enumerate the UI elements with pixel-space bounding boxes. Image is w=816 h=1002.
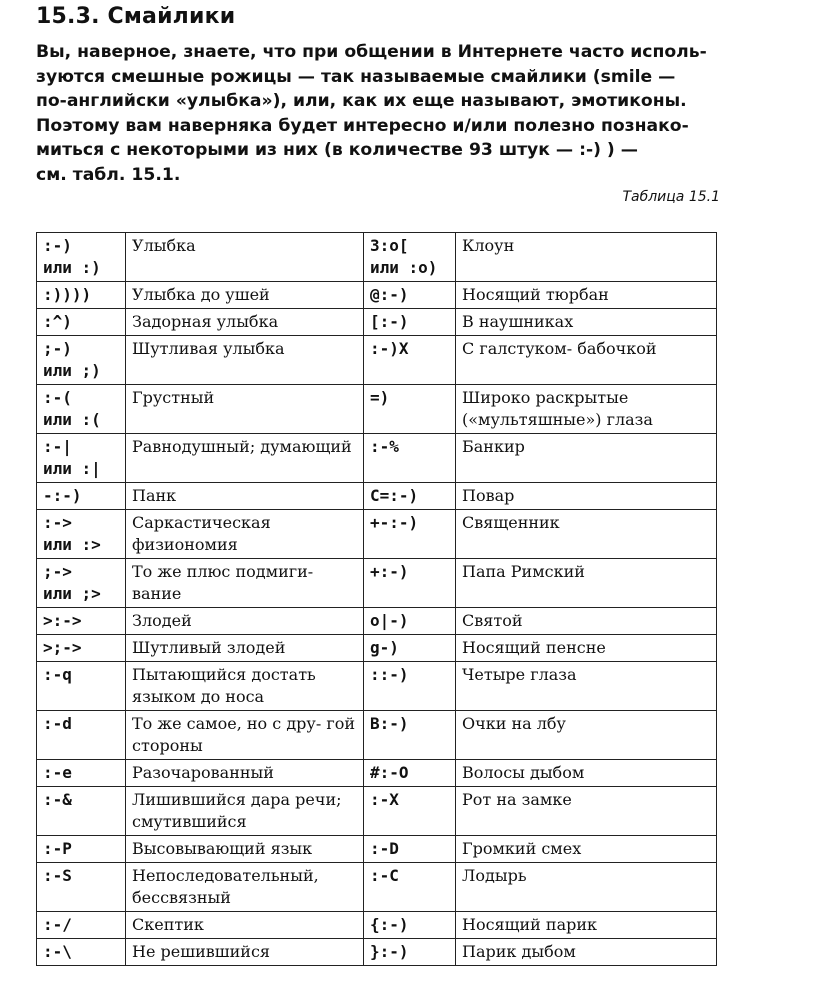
smiley-code-text: или :) xyxy=(43,258,101,277)
smiley-meaning-cell: То же плюс подмиги- вание xyxy=(126,559,364,608)
smiley-code-cell xyxy=(37,282,126,309)
smiley-code-text: {:-) xyxy=(370,915,409,934)
smiley-code-text: :^) xyxy=(43,312,72,331)
section-heading: 15.3. Смайлики xyxy=(36,4,236,29)
smiley-meaning-cell: Грустный xyxy=(126,385,364,434)
table-row xyxy=(37,233,717,282)
smiley-code-text: @:-) xyxy=(370,285,409,304)
smiley-code-cell xyxy=(364,309,456,336)
smiley-meaning-cell: Носящий пенсне xyxy=(456,635,717,662)
smiley-meaning-cell: Святой xyxy=(456,608,717,635)
smiley-code-text: :-P xyxy=(43,839,72,858)
smiley-meaning-cell: Рот на замке xyxy=(456,787,717,836)
smiley-meaning-cell: Лодырь xyxy=(456,863,717,912)
smiley-code-cell xyxy=(37,483,126,510)
table-row xyxy=(37,559,717,608)
table-row xyxy=(37,483,717,510)
table-row xyxy=(37,939,717,966)
smiley-code-cell xyxy=(364,510,456,559)
smiley-meaning-cell: Равнодушный; думающий xyxy=(126,434,364,483)
smiley-meaning-cell: Разочарованный xyxy=(126,760,364,787)
smiley-code-cell xyxy=(364,635,456,662)
smiley-meaning-cell: Широко раскрытые («мультяшные») глаза xyxy=(456,385,717,434)
smiley-meaning-cell: Лишившийся дара речи; смутившийся xyxy=(126,787,364,836)
smiley-code-text: o|-) xyxy=(370,611,409,630)
smiley-code-text: ::-) xyxy=(370,665,409,684)
smiley-code-text: g-) xyxy=(370,638,399,657)
table-row xyxy=(37,336,717,385)
table-caption: Таблица 15.1 xyxy=(622,189,720,205)
smiley-meaning-cell: Улыбка xyxy=(126,233,364,282)
table-row xyxy=(37,662,717,711)
smiley-code-cell xyxy=(364,787,456,836)
smiley-code-text: :-> xyxy=(43,513,72,532)
smiley-meaning-cell: С галстуком- бабочкой xyxy=(456,336,717,385)
table-row xyxy=(37,787,717,836)
smiley-code-cell xyxy=(364,662,456,711)
smiley-code-text: :)))) xyxy=(43,285,92,304)
table-row xyxy=(37,385,717,434)
smiley-code-text: 3:o[ xyxy=(370,236,409,255)
smiley-code-text: :-| xyxy=(43,437,72,456)
smiley-meaning-cell: Саркастическая физиономия xyxy=(126,510,364,559)
smiley-code-cell xyxy=(364,559,456,608)
smiley-code-cell xyxy=(37,608,126,635)
smiley-code-text: :-% xyxy=(370,437,399,456)
smiley-meaning-cell: Шутливая улыбка xyxy=(126,336,364,385)
smiley-code-text: C=:-) xyxy=(370,486,419,505)
smiley-code-cell xyxy=(37,385,126,434)
smiley-code-text: или :> xyxy=(43,535,101,554)
smiley-code-cell xyxy=(364,336,456,385)
table-row xyxy=(37,282,717,309)
smiley-code-text: :-d xyxy=(43,714,72,733)
smiley-code-cell xyxy=(37,939,126,966)
table-row xyxy=(37,863,717,912)
table-row xyxy=(37,510,717,559)
smiley-code-text: :-q xyxy=(43,665,72,684)
smiley-meaning-cell: Непоследовательный, бессвязный xyxy=(126,863,364,912)
smiley-meaning-cell: Не решившийся xyxy=(126,939,364,966)
smiley-code-cell xyxy=(37,787,126,836)
smiley-meaning-cell: Носящий парик xyxy=(456,912,717,939)
smiley-meaning-cell: Задорная улыбка xyxy=(126,309,364,336)
smiley-meaning-cell: Злодей xyxy=(126,608,364,635)
smiley-meaning-cell: Шутливый злодей xyxy=(126,635,364,662)
smiley-code-text: :-C xyxy=(370,866,399,885)
smiley-meaning-cell: Парик дыбом xyxy=(456,939,717,966)
paragraph-line: Вы, наверное, знаете, что при общении в Интернете часто исполь- xyxy=(36,42,707,62)
smiley-meaning-cell: Скептик xyxy=(126,912,364,939)
smiley-code-text: :-& xyxy=(43,790,72,809)
smiley-code-text: =) xyxy=(370,388,390,407)
smiley-meaning-cell: Волосы дыбом xyxy=(456,760,717,787)
paragraph-line: Поэтому вам наверняка будет интересно и/или полезно познако- xyxy=(36,115,689,136)
smiley-meaning-cell: Повар xyxy=(456,483,717,510)
intro-paragraph xyxy=(36,40,726,188)
smiley-code-text: или :| xyxy=(43,459,101,478)
smiley-code-cell xyxy=(37,912,126,939)
table-row xyxy=(37,635,717,662)
smiley-code-cell xyxy=(364,233,456,282)
table-row xyxy=(37,608,717,635)
smiley-code-text: B:-) xyxy=(370,714,409,733)
smiley-meaning-cell: Очки на лбу xyxy=(456,711,717,760)
smiley-code-text: :-S xyxy=(43,866,72,885)
smiley-meaning-cell: Громкий смех xyxy=(456,836,717,863)
smiley-table xyxy=(36,232,717,966)
smiley-code-cell xyxy=(37,233,126,282)
smiley-code-text: [:-) xyxy=(370,312,409,331)
table-row xyxy=(37,309,717,336)
smiley-code-cell xyxy=(364,760,456,787)
table-row xyxy=(37,836,717,863)
smiley-code-cell xyxy=(37,863,126,912)
smiley-code-cell xyxy=(37,510,126,559)
paragraph-line: миться с некоторыми из них (в количестве 93 штук — :-) ) — xyxy=(36,140,638,161)
smiley-code-cell xyxy=(37,635,126,662)
smiley-code-cell xyxy=(364,385,456,434)
smiley-code-cell xyxy=(364,434,456,483)
table-row xyxy=(37,912,717,939)
smiley-code-cell xyxy=(37,836,126,863)
smiley-code-cell xyxy=(37,309,126,336)
smiley-meaning-cell: Пытающийся достать языком до носа xyxy=(126,662,364,711)
smiley-code-text: :-( xyxy=(43,388,72,407)
smiley-meaning-cell: В наушниках xyxy=(456,309,717,336)
smiley-code-cell xyxy=(37,760,126,787)
smiley-code-cell xyxy=(364,282,456,309)
smiley-code-text: -:-) xyxy=(43,486,82,505)
smiley-code-text: или :( xyxy=(43,410,101,429)
smiley-code-text: :-) xyxy=(43,236,72,255)
table-row xyxy=(37,434,717,483)
smiley-code-text: ;-> xyxy=(43,562,72,581)
smiley-code-text: ;-) xyxy=(43,339,72,358)
paragraph-line: по-английски «улыбка»), или, как их еще называют, эмотиконы. xyxy=(36,91,687,112)
smiley-table-body xyxy=(37,233,717,966)
smiley-code-cell xyxy=(364,608,456,635)
smiley-code-cell xyxy=(37,662,126,711)
smiley-code-cell xyxy=(37,434,126,483)
smiley-meaning-cell: Улыбка до ушей xyxy=(126,282,364,309)
smiley-code-text: или ;) xyxy=(43,361,101,380)
smiley-meaning-cell: Высовывающий язык xyxy=(126,836,364,863)
smiley-code-text: >;-> xyxy=(43,638,82,657)
smiley-code-text: :-e xyxy=(43,763,72,782)
smiley-code-text: :-\ xyxy=(43,942,72,961)
smiley-code-text: :-)X xyxy=(370,339,409,358)
smiley-code-cell xyxy=(37,559,126,608)
smiley-meaning-cell: Панк xyxy=(126,483,364,510)
smiley-code-cell xyxy=(37,336,126,385)
smiley-code-cell xyxy=(364,912,456,939)
smiley-code-text: }:-) xyxy=(370,942,409,961)
smiley-meaning-cell: То же самое, но с дру- гой стороны xyxy=(126,711,364,760)
smiley-code-text: :-/ xyxy=(43,915,72,934)
smiley-code-text: +-:-) xyxy=(370,513,419,532)
smiley-code-text: >:-> xyxy=(43,611,82,630)
smiley-code-text: :-X xyxy=(370,790,399,809)
smiley-meaning-cell: Четыре глаза xyxy=(456,662,717,711)
smiley-code-text: +:-) xyxy=(370,562,409,581)
table-row xyxy=(37,711,717,760)
smiley-code-cell xyxy=(37,711,126,760)
smiley-meaning-cell: Священник xyxy=(456,510,717,559)
table-row xyxy=(37,760,717,787)
smiley-code-cell xyxy=(364,711,456,760)
smiley-code-cell xyxy=(364,483,456,510)
paragraph-line: зуются смешные рожицы — так называемые смайлики (smile — xyxy=(36,66,676,87)
smiley-code-cell xyxy=(364,863,456,912)
smiley-code-cell xyxy=(364,939,456,966)
smiley-meaning-cell: Клоун xyxy=(456,233,717,282)
smiley-meaning-cell: Папа Римский xyxy=(456,559,717,608)
smiley-meaning-cell: Носящий тюрбан xyxy=(456,282,717,309)
smiley-code-cell xyxy=(364,836,456,863)
smiley-meaning-cell: Банкир xyxy=(456,434,717,483)
smiley-code-text: или :o) xyxy=(370,258,438,277)
smiley-code-text: или ;> xyxy=(43,584,101,603)
paragraph-line: см. табл. 15.1. xyxy=(36,164,181,185)
smiley-code-text: :-D xyxy=(370,839,399,858)
smiley-code-text: #:-O xyxy=(370,763,409,782)
